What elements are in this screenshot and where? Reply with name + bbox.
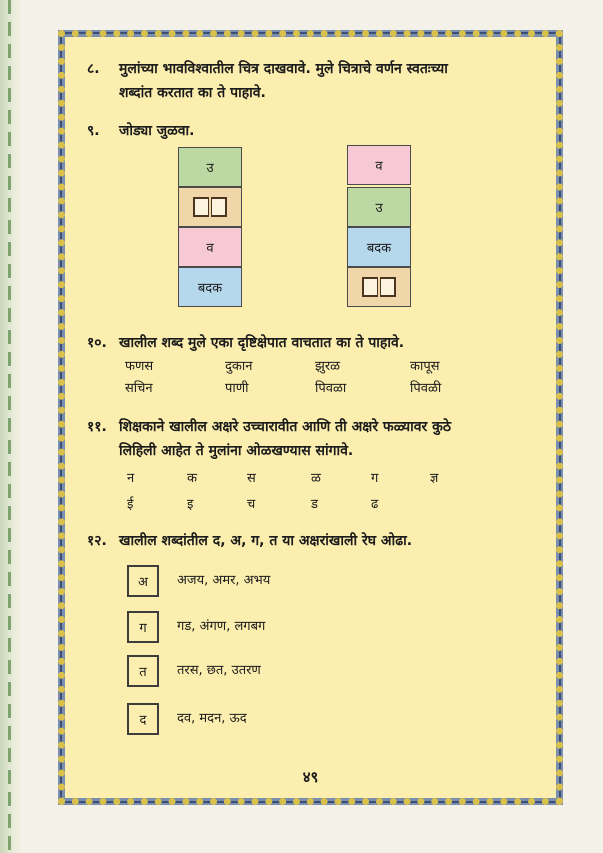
spine-stripe [8, 0, 11, 853]
match-right-box-badak[interactable] [347, 227, 411, 267]
letter: इ [187, 497, 194, 512]
match-right-box-va[interactable] [347, 145, 411, 185]
box-label: उ [206, 161, 214, 176]
match-right-box-book[interactable] [347, 267, 411, 307]
q8-line2: शब्दांत करतात का ते पाहावे. [119, 85, 266, 101]
box-label: उ [375, 201, 383, 216]
q10-text: खालील शब्द मुले एका दृष्टिक्षेपात वाचतात का ते पाहावे. [119, 335, 405, 351]
letter: ग [371, 471, 379, 486]
match-left-box-book[interactable] [178, 187, 242, 227]
words-a: अजय, अमर, अभय [177, 573, 271, 588]
letter-box-ga [127, 611, 159, 643]
words-ta: तरस, छत, उतरण [177, 663, 261, 678]
letter: ढ [371, 497, 379, 512]
q12-text: खालील शब्दांतील द, अ, ग, त या अक्षरांखाली रेघ ओढा. [119, 533, 413, 549]
q11-line1: शिक्षकाने खालील अक्षरे उच्चारावीत आणि ती अक्षरे फळ्यावर कुठे [119, 419, 451, 435]
match-right-box-u[interactable] [347, 187, 411, 227]
letter: च [247, 497, 256, 512]
words-ga: गड, अंगण, लगबग [177, 619, 266, 634]
letter-box-ta [127, 655, 159, 687]
box-label: व [375, 159, 383, 174]
word: पिवळा [315, 381, 347, 396]
letter: क [187, 471, 197, 486]
q9-number: ९. [87, 123, 100, 139]
letter-box-a [127, 565, 159, 597]
letter: ड [311, 497, 318, 512]
word: फणस [125, 359, 154, 374]
book-icon [361, 275, 397, 299]
letter: ळ [311, 471, 321, 486]
letter-box-label: ग [139, 621, 147, 636]
letter: ज्ञ [430, 471, 439, 486]
match-left-box-badak[interactable] [178, 267, 242, 307]
box-label: बदक [366, 241, 392, 256]
q9-text: जोड्या जुळवा. [119, 123, 195, 139]
q12-number: १२. [87, 533, 107, 549]
box-label: बदक [197, 281, 223, 296]
word: दुकान [225, 359, 253, 374]
box-label: व [206, 241, 214, 256]
letter-box-label: द [139, 713, 147, 728]
page-frame [58, 30, 563, 805]
word: झुरळ [315, 359, 341, 374]
book-icon [192, 195, 228, 219]
letter-box-label: अ [138, 575, 148, 590]
word: पाणी [225, 381, 249, 396]
letter: न [127, 471, 135, 486]
q11-line2: लिहिली आहेत ते मुलांना ओळखण्यास सांगावे. [119, 443, 354, 459]
q8-number: ८. [87, 61, 100, 77]
word: सचिन [125, 381, 153, 396]
letter: स [247, 471, 256, 486]
words-da: दव, मदन, ऊद [177, 711, 247, 726]
word: कापूस [410, 359, 440, 374]
page-number: ४९ [302, 768, 319, 786]
word: पिवळी [410, 381, 442, 396]
match-left-box-va[interactable] [178, 227, 242, 267]
match-left-box-u[interactable] [178, 147, 242, 187]
q8-line1: मुलांच्या भावविश्वातील चित्र दाखवावे. मुले चित्राचे वर्णन स्वतःच्या [119, 61, 448, 77]
letter-box-label: त [139, 665, 147, 680]
letter-box-da [127, 703, 159, 735]
q11-number: ११. [87, 419, 107, 435]
book-spine-margin [0, 0, 22, 853]
q10-number: १०. [87, 335, 107, 351]
letter: ई [127, 497, 134, 512]
